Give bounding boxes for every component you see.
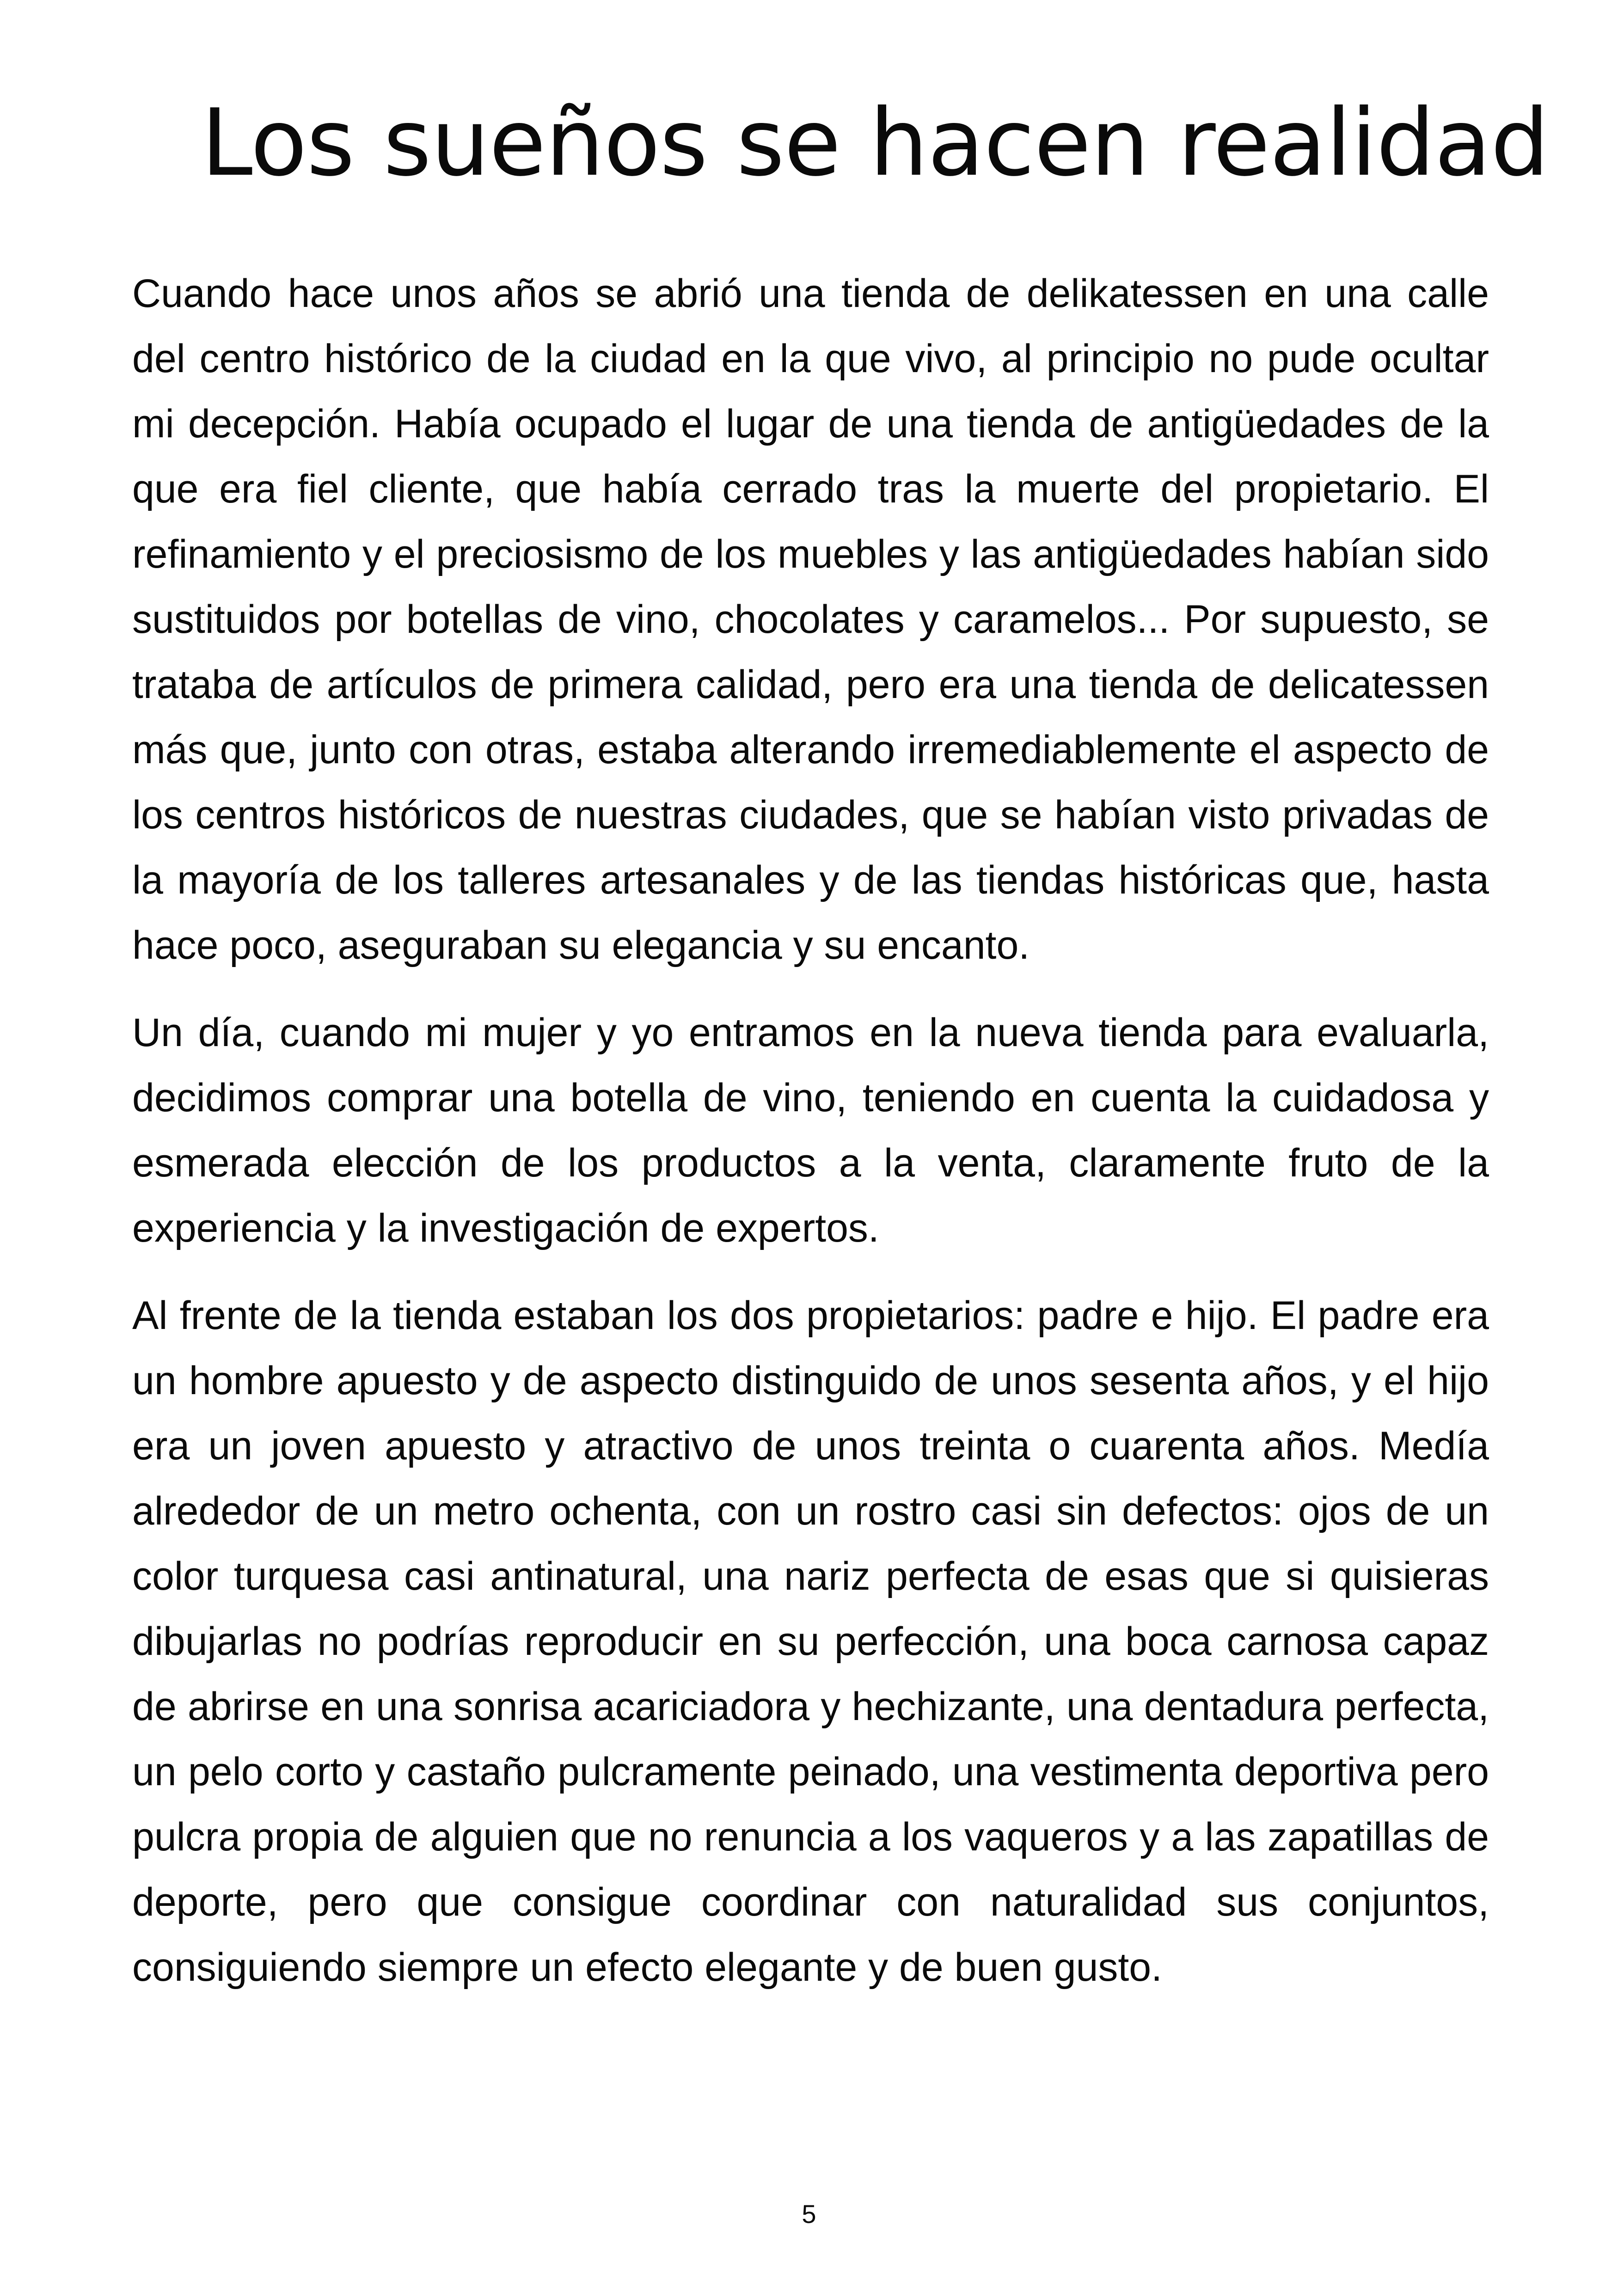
paragraph: Al frente de la tienda estaban los dos propietarios: padre e hijo. El padre era un hombre apuesto y de aspecto distinguido de unos sesenta años, y el hijo era un joven apuesto y atractivo de unos treinta o cuarenta años. Medía alrededor de un metro ochenta, con un rostro casi sin defectos: ojos de un color turquesa casi antinatural, una nariz perfecta de esas que si quisieras dibujarlas no podrías reproducir en su perfección, una boca carnosa capaz de abrirse en una sonrisa acariciadora y hechizante, una dentadura perfecta, un pelo corto y castaño pulcramente peinado, una vestimenta deportiva pero pulcra propia de alguien que no renuncia a los vaqueros y a las zapatillas de deporte, pero que consigue coordinar con naturalidad sus conjuntos, consiguiendo siempre un efecto elegante y de buen gusto. (132, 1293, 1489, 1990)
page-number: 5 (802, 2199, 816, 2229)
paragraph: Cuando hace unos años se abrió una tienda de delikatessen en una calle del centro histórico de la ciudad en la que vivo, al principio no pude ocultar mi decepción. Había ocupado el lugar de una tienda de antigüedades de la que era fiel cliente, que había cerrado tras la muerte del propietario. El refinamiento y el preciosismo de los muebles y las antigüedades habían sido sustituidos por botellas de vino, chocolates y caramelos... Por supuesto, se trataba de artículos de primera calidad, pero era una tienda de delicatessen más que, junto con otras, estaba alterando irremediablemente el aspecto de los centros históricos de nuestras ciudades, que se habían visto privadas de la mayoría de los talleres artesanales y de las tiendas históricas que, hasta hace poco, aseguraban su elegancia y su encanto. (132, 271, 1489, 967)
page-title: Los sueños se hacen realidad (201, 89, 1549, 197)
paragraph: Un día, cuando mi mujer y yo entramos en la nueva tienda para evaluarla, decidimos comprar una botella de vino, teniendo en cuenta la cuidadosa y esmerada elección de los productos a la venta, claramente fruto de la experiencia y la investigación de expertos. (132, 1010, 1489, 1250)
body-text (132, 261, 1489, 2022)
